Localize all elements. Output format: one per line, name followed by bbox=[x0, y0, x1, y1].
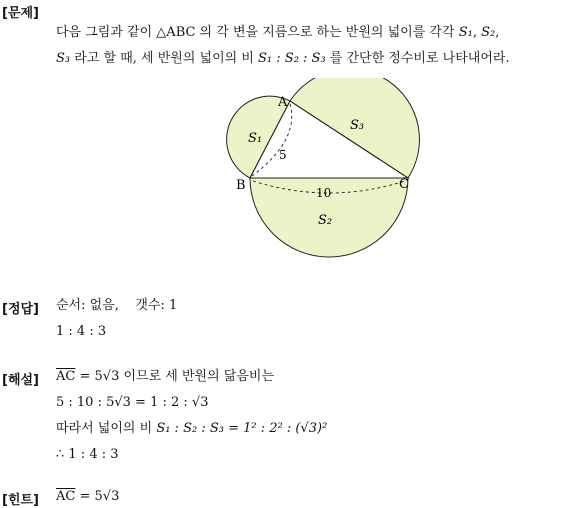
figure-shapes bbox=[227, 78, 420, 257]
area-s3-label: S₃ bbox=[350, 118, 365, 133]
answer-order: 순서: 없음, bbox=[56, 298, 119, 313]
problem-text-1: 다음 그림과 같이 △ABC 의 각 변을 지름으로 하는 반원의 넓이를 각각 bbox=[56, 25, 455, 40]
answer-tag: [정답] bbox=[2, 302, 39, 317]
explanation-line-4: ∴ 1 : 4 : 3 bbox=[56, 447, 119, 462]
explanation-line-2: 5 : 10 : 5√3 = 1 : 2 : √3 bbox=[56, 395, 209, 410]
problem-line-2 bbox=[56, 50, 510, 68]
answer-meta bbox=[56, 297, 177, 315]
area-s2-label: S₂ bbox=[318, 213, 333, 228]
segment-ac: $\overline{AC}$ bbox=[56, 369, 76, 384]
ratio-expression: S₁ : S₂ : S₃ bbox=[258, 51, 326, 66]
s3-symbol: S₃ bbox=[56, 51, 71, 66]
hint-line: $\overline{AC} = 5√3$ bbox=[56, 489, 120, 504]
explanation-tag: [해설] bbox=[2, 373, 39, 388]
s1-symbol: S₁ bbox=[458, 25, 473, 40]
explanation-line-3: 따라서 넓이의 비 S₁ : S₂ : S₃ = 1² : 2² : (√3)² bbox=[56, 421, 328, 436]
problem-text-2: 라고 할 때, 세 반원의 넓이의 비 bbox=[74, 51, 254, 66]
area-ratio-expression: S₁ : S₂ : S₃ = 1² : 2² : (√3)² bbox=[156, 421, 328, 436]
length-ab-label: 5 bbox=[279, 148, 287, 162]
vertex-a-label: A bbox=[278, 95, 288, 110]
hint-tag: [힌트] bbox=[2, 493, 39, 508]
answer-count: 갯수: 1 bbox=[135, 298, 178, 313]
vertex-b-label: B bbox=[236, 178, 246, 193]
area-s1-label: S₁ bbox=[248, 131, 263, 146]
problem-line-1: 다음 그림과 같이 △ABC 의 각 변을 지름으로 하는 반원의 넓이를 각각 S₁, S₂, bbox=[56, 25, 500, 40]
length-bc-label: 10 bbox=[316, 186, 332, 200]
problem-text-3: 를 간단한 정수비로 나타내어라. bbox=[329, 51, 510, 66]
vertex-c-label: C bbox=[399, 177, 409, 192]
hint-segment-ac: $\overline{AC}$ bbox=[56, 489, 76, 504]
answer-value: 1 : 4 : 3 bbox=[56, 324, 107, 339]
s2-symbol: S₂ bbox=[481, 25, 496, 40]
triangle-semicircle-figure bbox=[220, 78, 420, 268]
explanation-line-1: $\overline{AC} = 5√3$ 이므로 세 반원의 닮음비는 bbox=[56, 369, 275, 384]
problem-tag: [문제] bbox=[2, 6, 39, 21]
